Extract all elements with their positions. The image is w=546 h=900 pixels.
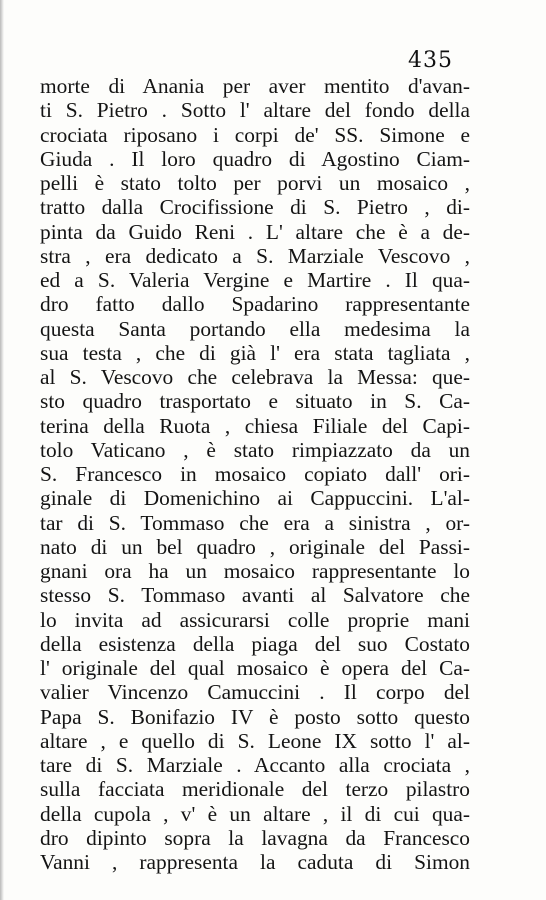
text-line-28: altare , e quello di S. Leone IX sotto l' al- bbox=[40, 728, 470, 753]
text-line-9: ed a S. Valeria Vergine e Martire . Il qua- bbox=[40, 268, 470, 292]
text-line-5: pelli è stato tolto per porvi un mosaico , bbox=[40, 171, 470, 195]
text-line-11: questa Santa portando ella medesima la bbox=[40, 316, 470, 341]
text-line-17: S. Francesco in mosaico copiato dall' ori- bbox=[40, 462, 470, 486]
text-line-10: dro fatto dallo Spadarino rappresentante bbox=[40, 292, 470, 317]
text-line-22: stesso S. Tommaso avanti al Salvatore che bbox=[40, 583, 470, 608]
text-line-20: nato di un bel quadro , originale del Passi- bbox=[40, 534, 470, 559]
text-line-16: tolo Vaticano , è stato rimpiazzato da un bbox=[40, 437, 470, 462]
text-line-19: tar di S. Tommaso che era a sinistra , or- bbox=[40, 510, 470, 535]
text-line-12: sua testa , che di già l' era stata tagliata , bbox=[40, 340, 470, 365]
text-line-30: sulla facciata meridionale del terzo pilastro bbox=[40, 777, 470, 802]
page-number: 435 bbox=[408, 48, 453, 73]
text-line-23: lo invita ad assicurarsi colle proprie mani bbox=[40, 607, 470, 632]
text-line-25: l' originale del qual mosaico è opera del Ca- bbox=[40, 656, 470, 680]
body-text bbox=[40, 74, 470, 874]
text-line-21: gnani ora ha un mosaico rappresentante lo bbox=[40, 559, 470, 583]
text-line-8: stra , era dedicato a S. Marziale Vescovo , bbox=[40, 243, 470, 268]
text-line-3: crociata riposano i corpi de' SS. Simone e bbox=[40, 122, 470, 147]
text-line-15: terina della Ruota , chiesa Filiale del Capi- bbox=[40, 413, 470, 438]
text-line-29: tare di S. Marziale . Accanto alla crociata , bbox=[40, 753, 470, 777]
page-edge-shadow bbox=[0, 0, 4, 900]
text-line-32: dro dipinto sopra la lavagna da Francesco bbox=[40, 825, 470, 850]
text-line-4: Giuda . Il loro quadro di Agostino Ciam- bbox=[40, 146, 470, 171]
text-line-24: della esistenza della piaga del suo Costato bbox=[40, 631, 470, 656]
text-line-27: Papa S. Bonifazio IV è posto sotto questo bbox=[40, 704, 470, 729]
text-line-1: morte di Anania per aver mentito d'avan- bbox=[40, 74, 470, 98]
text-line-18: ginale di Domenichino ai Cappuccini. L'al- bbox=[40, 486, 470, 511]
text-line-26: valier Vincenzo Camuccini . Il corpo del bbox=[40, 680, 470, 705]
text-line-13: al S. Vescovo che celebrava la Messa: que- bbox=[40, 365, 470, 389]
text-line-33: Vanni , rappresenta la caduta di Simon bbox=[40, 850, 470, 874]
text-line-6: tratto dalla Crocifissione di S. Pietro , di- bbox=[40, 195, 470, 220]
text-line-31: della cupola , v' è un altare , il di cui qua- bbox=[40, 801, 470, 826]
text-line-14: sto quadro trasportato e situato in S. Ca- bbox=[40, 389, 470, 414]
text-line-7: pinta da Guido Reni . L' altare che è a de- bbox=[40, 219, 470, 244]
text-line-2: ti S. Pietro . Sotto l' altare del fondo della bbox=[40, 98, 470, 123]
